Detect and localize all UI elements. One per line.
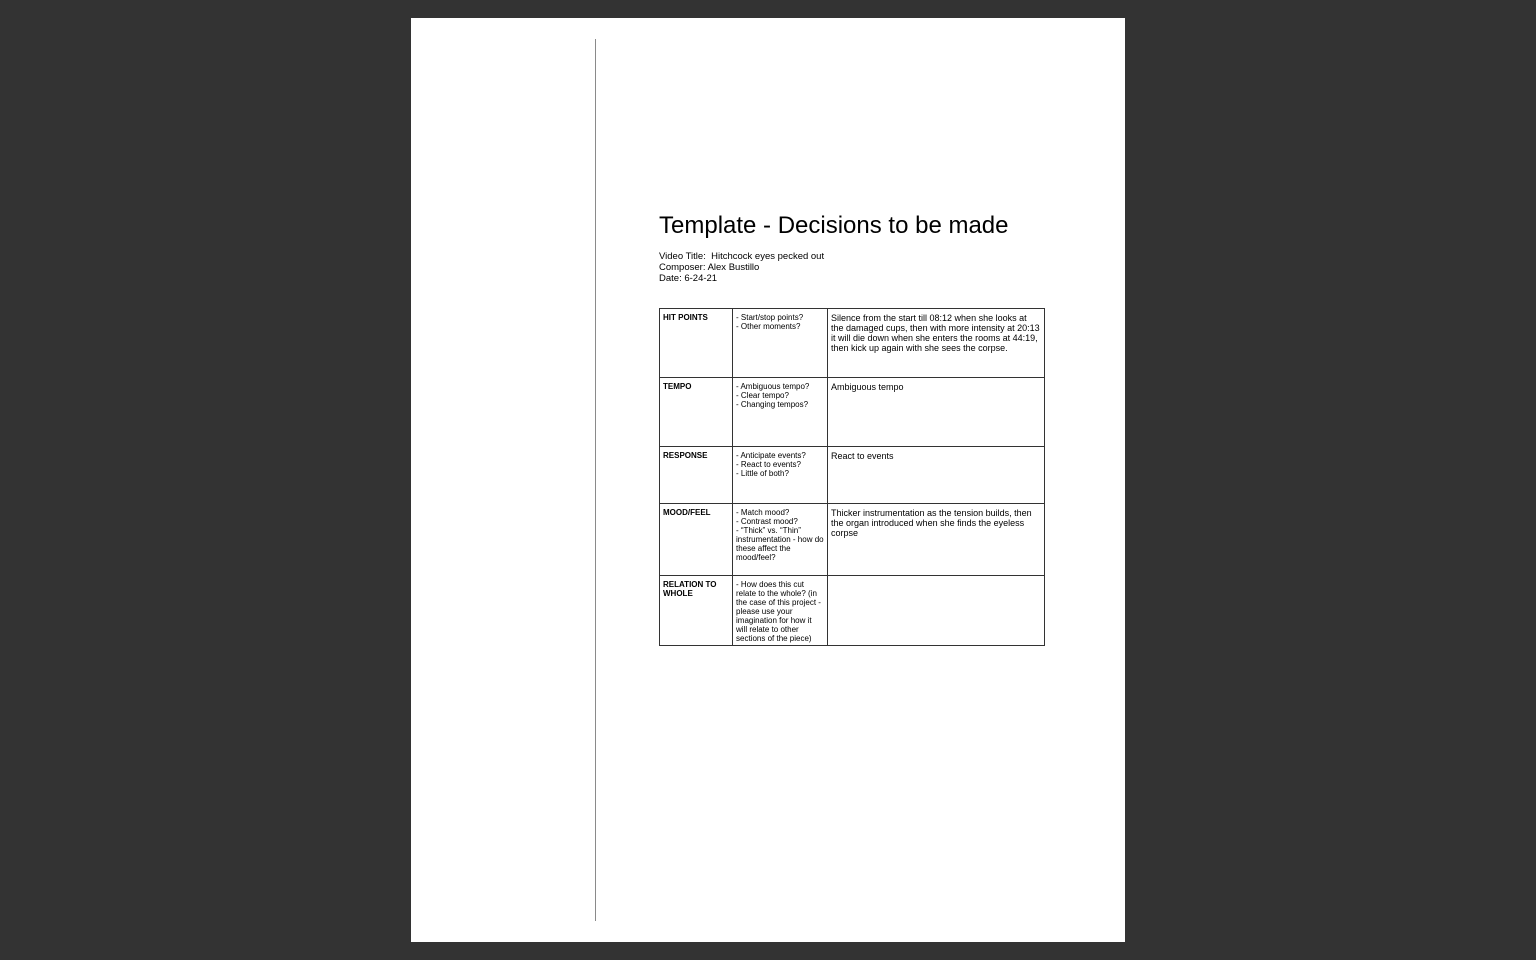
table-row-response <box>660 447 1045 504</box>
row-heading: RESPONSE <box>660 447 733 504</box>
prompt-line: - Start/stop points? <box>736 313 804 322</box>
composer-line: Composer: Alex Bustillo <box>659 262 760 273</box>
prompt-line: - Contrast mood? <box>736 517 798 526</box>
margin-rule <box>595 39 596 921</box>
document-title: Template - Decisions to be made <box>659 212 1009 239</box>
prompt-line: - “Thick” vs. “Thin” instrumentation - how do these affect the mood/feel? <box>736 526 824 562</box>
prompt-line: - React to events? <box>736 460 801 469</box>
table-row-tempo <box>660 378 1045 447</box>
prompt-line: - How does this cut relate to the whole? (in the case of this project - please use your imagination for how it will relate to other sections of the piece) <box>736 580 821 643</box>
date-line: Date: 6-24-21 <box>659 273 718 284</box>
row-heading: TEMPO <box>660 378 733 447</box>
row-answer: React to events <box>828 447 1045 504</box>
row-heading: RELATION TO WHOLE <box>660 576 733 646</box>
row-heading: HIT POINTS <box>660 309 733 378</box>
row-answer: Ambiguous tempo <box>828 378 1045 447</box>
video-title-line: Video Title: Hitchcock eyes pecked out <box>659 251 825 262</box>
prompt-line: - Clear tempo? <box>736 391 789 400</box>
document-meta <box>659 251 824 284</box>
decisions-table <box>659 308 1045 646</box>
document-page <box>411 18 1125 942</box>
row-answer <box>828 576 1045 646</box>
row-prompts <box>733 378 828 447</box>
prompt-line: - Changing tempos? <box>736 400 809 409</box>
row-prompts <box>733 447 828 504</box>
row-prompts <box>733 309 828 378</box>
row-answer: Thicker instrumentation as the tension builds, then the organ introduced when she finds the eyeless corpse <box>828 504 1045 576</box>
prompt-line: - Anticipate events? <box>736 451 806 460</box>
table-row-relation-to-whole <box>660 576 1045 646</box>
prompt-line: - Match mood? <box>736 508 790 517</box>
table-row-mood-feel <box>660 504 1045 576</box>
prompt-line: - Other moments? <box>736 322 801 331</box>
row-prompts <box>733 576 828 646</box>
row-heading: MOOD/FEEL <box>660 504 733 576</box>
row-answer: Silence from the start till 08:12 when she looks at the damaged cups, then with more intensity at 20:13 it will die down when she enters the rooms at 44:19, then kick up again with she sees the corpse. <box>828 309 1045 378</box>
table-row-hit-points <box>660 309 1045 378</box>
prompt-line: - Little of both? <box>736 469 789 478</box>
prompt-line: - Ambiguous tempo? <box>736 382 810 391</box>
row-prompts <box>733 504 828 576</box>
